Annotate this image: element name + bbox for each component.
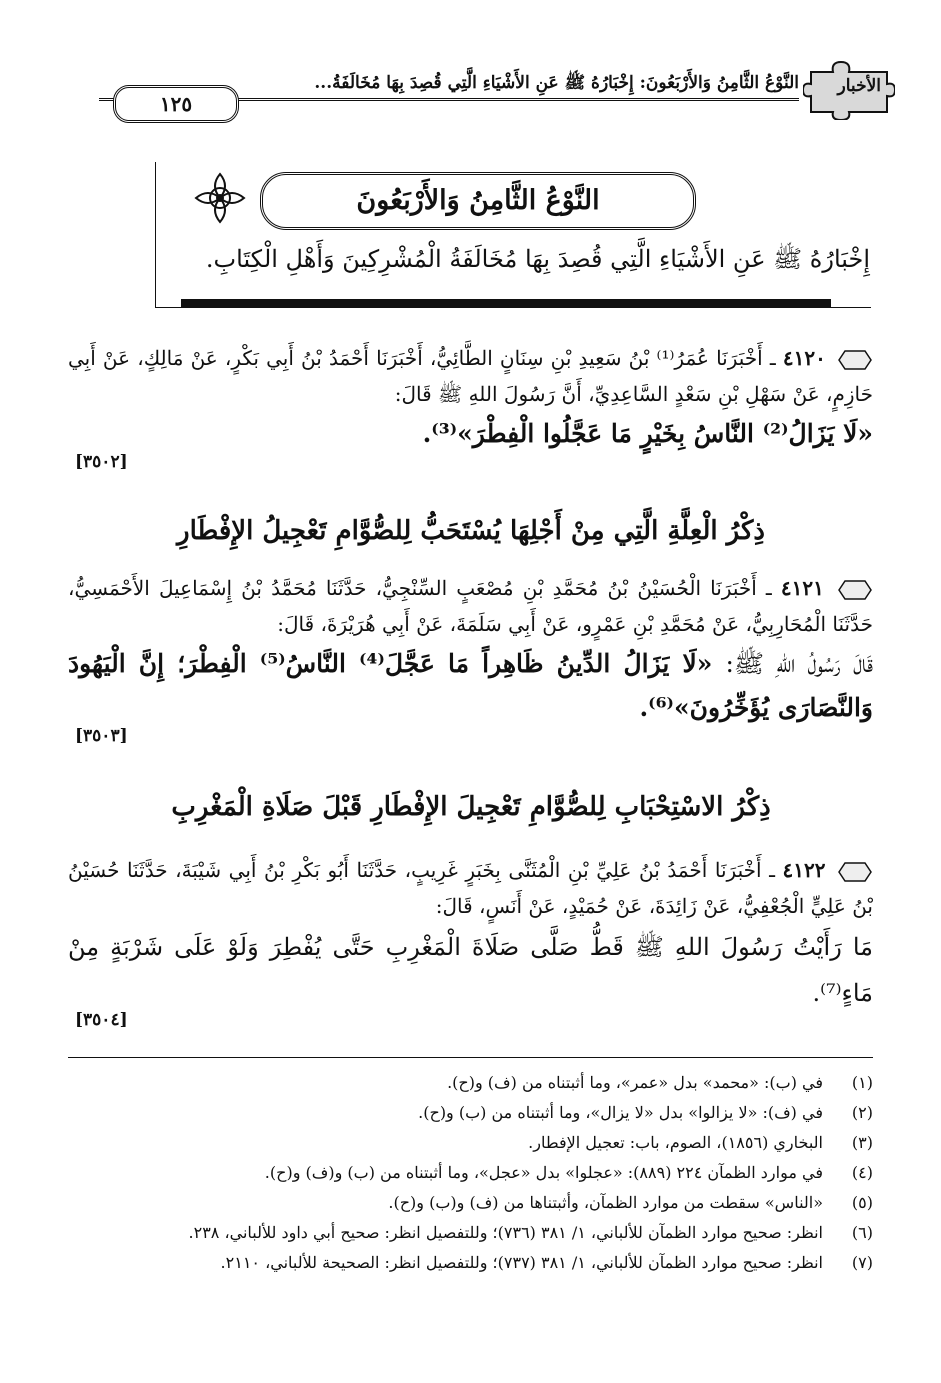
footnote-text: البخاري (١٨٥٦)، الصوم، باب: تعجيل الإفطار. <box>528 1133 823 1152</box>
hadith-matn <box>68 642 873 730</box>
footnote-text: في موارد الظمآن ٢٢٤ (٨٨٩): «عجلوا» بدل «عجل»، وما أثبتناه من (ب) و(ف) و(ح). <box>264 1163 823 1182</box>
footnote-number: (٧) <box>851 1253 873 1272</box>
chapter-title: النَّوْعُ الثَّامِنُ وَالأَرْبَعُونَ <box>260 172 696 230</box>
hadith-entry <box>68 340 873 456</box>
footnote-text: انظر: صحيح موارد الظمآن للألباني، ١/ ٣٨١ (٧٣٦)؛ وللتفصيل انظر: صحيح أبي داود للألباني، ٢٣٨. <box>188 1223 823 1242</box>
footnote <box>73 1248 873 1278</box>
running-title: النَّوْعُ الثَّامِنُ وَالأَرْبَعُونَ: إِخْبَارُهُ ﷺ عَنِ الأَشْيَاءِ الَّتِي قُصِدَ بِهَا مُخَالَفَةُ... <box>314 73 799 93</box>
matn-intro: قَالَ رَسُولُ اللهِ ﷺ: <box>725 649 874 678</box>
section-title: ذِكْرُ الْعِلَّةِ الَّتِي مِنْ أَجْلِهَا يُسْتَحَبُّ لِلصُّوَّامِ تَعْجِيلُ الإِفْطَارِ <box>177 516 765 546</box>
footnote-text: «الناس» سقطت من موارد الظمآن، وأثبتناها من (ف) و(ب) و(ح). <box>388 1193 823 1212</box>
hadith-entry <box>68 570 873 730</box>
hadith-isnad <box>68 340 873 412</box>
footnote-number: (٥) <box>851 1193 873 1212</box>
isnad-text: ـ أَخْبَرَنَا عُمَرُ⁽¹⁾ بْنُ سَعِيدِ بْنِ سِنَانٍ الطَّائِيُّ، أَخْبَرَنَا أَحْمَدُ بْنُ أَبِي بَكْرٍ، عَنْ مَالِكٍ، عَنْ أَبِي حَازِمٍ، عَنْ سَهْلِ بْنِ سَعْدٍ السَّاعِدِيِّ، أَنَّ رَسُولَ اللهِ ﷺ قَالَ: <box>68 346 873 406</box>
running-header <box>75 58 895 128</box>
footnote <box>73 1218 873 1248</box>
badge-label: الأخبار <box>837 76 881 96</box>
footnote-rule <box>68 1057 873 1058</box>
hadith-number: ٤١٢١ <box>780 576 824 600</box>
footnote-number: (٤) <box>851 1163 873 1182</box>
footnote <box>73 1098 873 1128</box>
footnote-number: (٦) <box>851 1223 873 1242</box>
hadith-entry <box>68 852 873 1016</box>
footnote-number: (١) <box>851 1073 873 1092</box>
khabar-marker-icon <box>837 349 873 371</box>
hadith-number: ٤١٢٢ <box>782 858 826 882</box>
puzzle-badge <box>803 58 895 120</box>
matn-text: «لَا يَزَالُ الدِّينُ ظَاهِراً مَا عَجَّلَ⁽⁴⁾ النَّاسُ⁽⁵⁾ الْفِطْرَ؛ إِنَّ الْيَهُودَ وَالنَّصَارَى يُؤَخِّرُونَ»⁽⁶⁾. <box>68 649 873 722</box>
footnote <box>73 1188 873 1218</box>
hadith-isnad <box>68 852 873 924</box>
hadith-reference: [٣٥٠٢] <box>75 452 128 472</box>
page-number: ١٢٥ <box>113 85 239 123</box>
hadith-isnad <box>68 570 873 642</box>
hadith-matn: مَا رَأَيْتُ رَسُولَ اللهِ ﷺ قَطُّ صَلَّى صَلَاةَ الْمَغْرِبِ حَتَّى يُفْطِرَ وَلَوْ عَلَى شَرْبَةٍ مِنْ مَاءٍ⁽⁷⁾. <box>68 933 873 1007</box>
isnad-text: ـ أَخْبَرَنَا أَحْمَدُ بْنُ عَلِيِّ بْنِ الْمُثَنَّى بِخَبَرٍ غَرِيبٍ، حَدَّثَنَا أَبُو بَكْرِ بْنُ أَبِي شَيْبَةَ، حَدَّثَنَا حُسَيْنُ بْنُ عَلِيٍّ الْجُعْفِيُّ، عَنْ زَائِدَةَ، عَنْ حُمَيْدٍ، عَنْ أَنَسٍ، قَالَ: <box>68 858 873 918</box>
footnote-text: انظر: صحيح موارد الظمآن للألباني، ١/ ٣٨١ (٧٣٧)؛ وللتفصيل انظر: الصحيحة للألباني، ٢١١٠. <box>220 1253 823 1272</box>
hadith-reference: [٣٥٠٣] <box>75 726 128 746</box>
footnote-number: (٣) <box>851 1133 873 1152</box>
chapter-subtitle: إِخْبَارُهُ ﷺ عَنِ الأَشْيَاءِ الَّتِي قُصِدَ بِهَا مُخَالَفَةُ الْمُشْرِكِينَ وَأَهْلِ الْكِتَابِ. <box>205 245 870 273</box>
footnote-text: في (ف): «لا يزالوا» بدل «لا يزال»، وما أثبتناه من (ب) و(ح). <box>418 1103 823 1122</box>
footnote <box>73 1128 873 1158</box>
footnote-number: (٢) <box>851 1103 873 1122</box>
chapter-heading <box>155 162 870 317</box>
khabar-marker-icon <box>837 861 873 883</box>
chapter-bar <box>181 299 831 307</box>
footnotes <box>73 1068 873 1278</box>
hadith-number: ٤١٢٠ <box>782 346 826 370</box>
section-title: ذِكْرُ الاسْتِحْبَابِ لِلصُّوَّامِ تَعْجِيلَ الإِفْطَارِ قَبْلَ صَلَاةِ الْمَغْرِبِ <box>171 792 771 822</box>
khabar-marker-icon <box>837 579 873 601</box>
hadith-reference: [٣٥٠٤] <box>75 1010 128 1030</box>
isnad-text: ـ أَخْبَرَنَا الْحُسَيْنُ بْنُ مُحَمَّدِ بْنِ مُصْعَبٍ السِّنْجِيُّ، حَدَّثَنَا مُحَمَّدُ بْنُ إِسْمَاعِيلَ الأَحْمَسِيُّ، حَدَّثَنَا الْمُحَارِبِيُّ، عَنْ مُحَمَّدِ بْنِ عَمْرٍو، عَنْ أَبِي سَلَمَةَ، عَنْ أَبِي هُرَيْرَةَ، قَالَ: <box>68 576 873 636</box>
footnote <box>73 1068 873 1098</box>
footnote-text: في (ب): «محمد» بدل «عمر»، وما أثبتناه من (ف) و(ح). <box>447 1073 823 1092</box>
ornament-icon <box>190 168 250 228</box>
footnote <box>73 1158 873 1188</box>
hadith-matn: «لَا يَزَالُ⁽²⁾ النَّاسُ بِخَيْرٍ مَا عَجَّلُوا الْفِطْرَ»⁽³⁾. <box>422 419 873 448</box>
